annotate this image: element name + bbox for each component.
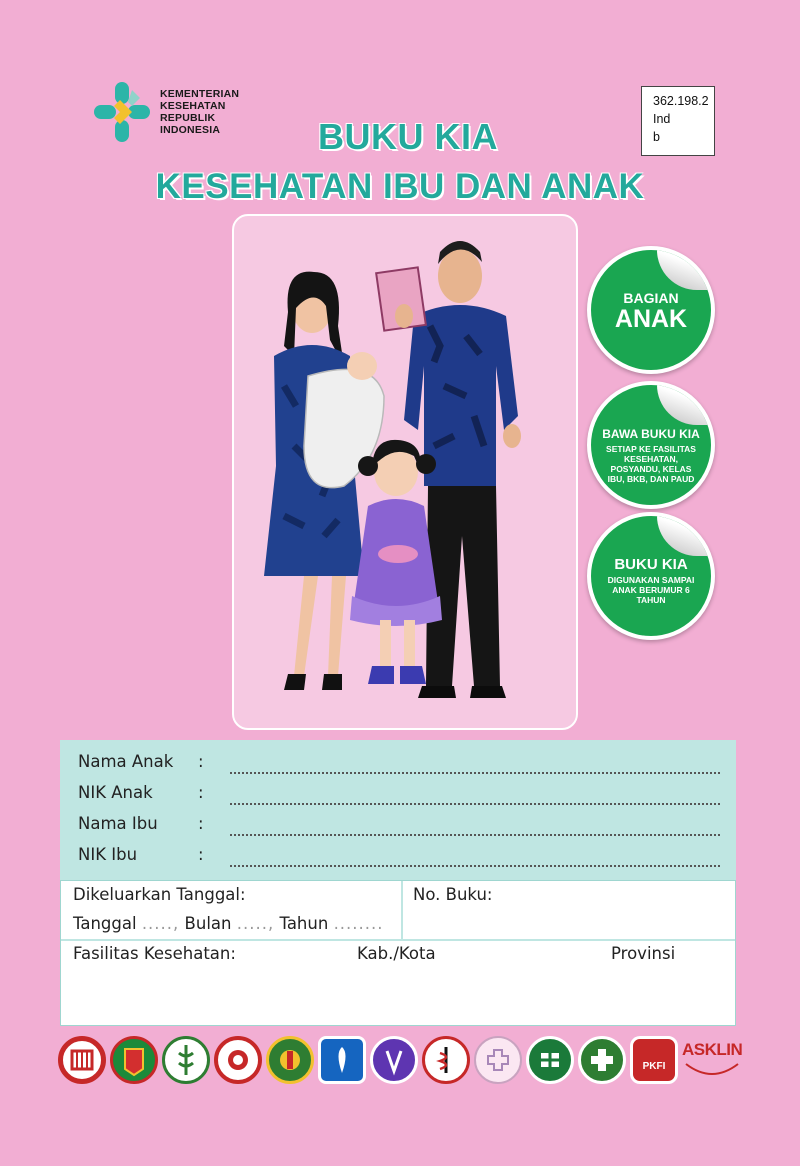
medical-staff-logo-icon [422, 1036, 470, 1084]
badge-buku-kia-usage: BUKU KIA DIGUNAKAN SAMPAI ANAK BERUMUR 6 TAHUN [587, 512, 715, 640]
ministry-name: KEMENTERIAN KESEHATAN REPUBLIK INDONESIA [160, 88, 240, 136]
province-label: Provinsi [611, 944, 676, 963]
fill-line[interactable] [230, 772, 720, 774]
field-nik-anak[interactable]: NIK Anak : [78, 783, 726, 811]
facility-label: Fasilitas Kesehatan: [73, 944, 236, 963]
ppni-logo-icon [266, 1036, 314, 1084]
ibi-logo-icon [110, 1036, 158, 1084]
green-cross-logo-icon [578, 1036, 626, 1084]
book-subtitle: KESEHATAN IBU DAN ANAK [155, 167, 645, 206]
idai-logo-icon [58, 1036, 106, 1084]
badge-bagian-anak: BAGIAN ANAK [587, 246, 715, 374]
issued-date-cell[interactable] [61, 881, 403, 939]
badge-bawa-buku-kia: BAWA BUKU KIA SETIAP KE FASILITAS KESEHATAN, POSYANDU, KELAS IBU, BKB, DAN PAUD [587, 381, 715, 509]
asklin-logo-icon: ASKLIN [682, 1036, 742, 1084]
health-association-logo-icon [474, 1036, 522, 1084]
book-number-label: No. Buku: [413, 885, 493, 904]
family-illustration [232, 214, 578, 730]
organization-logos [58, 1036, 742, 1090]
call-number-label: 362.198.2 Ind b [641, 86, 715, 156]
family-drawing-icon [234, 216, 576, 728]
pogi-logo-icon [214, 1036, 262, 1084]
ikatan-dokter-logo-icon [162, 1036, 210, 1084]
pdgi-logo-icon [370, 1036, 418, 1084]
identity-form [60, 740, 736, 880]
book-title: BUKU KIA [318, 116, 498, 157]
pdgi-shield-logo-icon [318, 1036, 366, 1084]
pkfi-logo-icon: PKFI [630, 1036, 678, 1084]
issued-date-label: Dikeluarkan Tanggal: [73, 885, 246, 904]
field-nama-ibu[interactable]: Nama Ibu : [78, 814, 726, 842]
fill-line[interactable] [230, 834, 720, 836]
mother-figure [264, 272, 384, 690]
issued-date-line: Tanggal ....., Bulan ....., Tahun ........ [73, 914, 384, 933]
fill-line[interactable] [230, 803, 720, 805]
field-nama-anak[interactable]: Nama Anak : [78, 752, 726, 780]
persagi-logo-icon [526, 1036, 574, 1084]
city-label: Kab./Kota [357, 944, 436, 963]
field-nik-ibu[interactable]: NIK Ibu : [78, 845, 726, 873]
fill-line[interactable] [230, 865, 720, 867]
facility-cell[interactable] [61, 939, 735, 1025]
book-number-cell[interactable] [403, 881, 735, 939]
issuance-form [60, 880, 736, 1026]
